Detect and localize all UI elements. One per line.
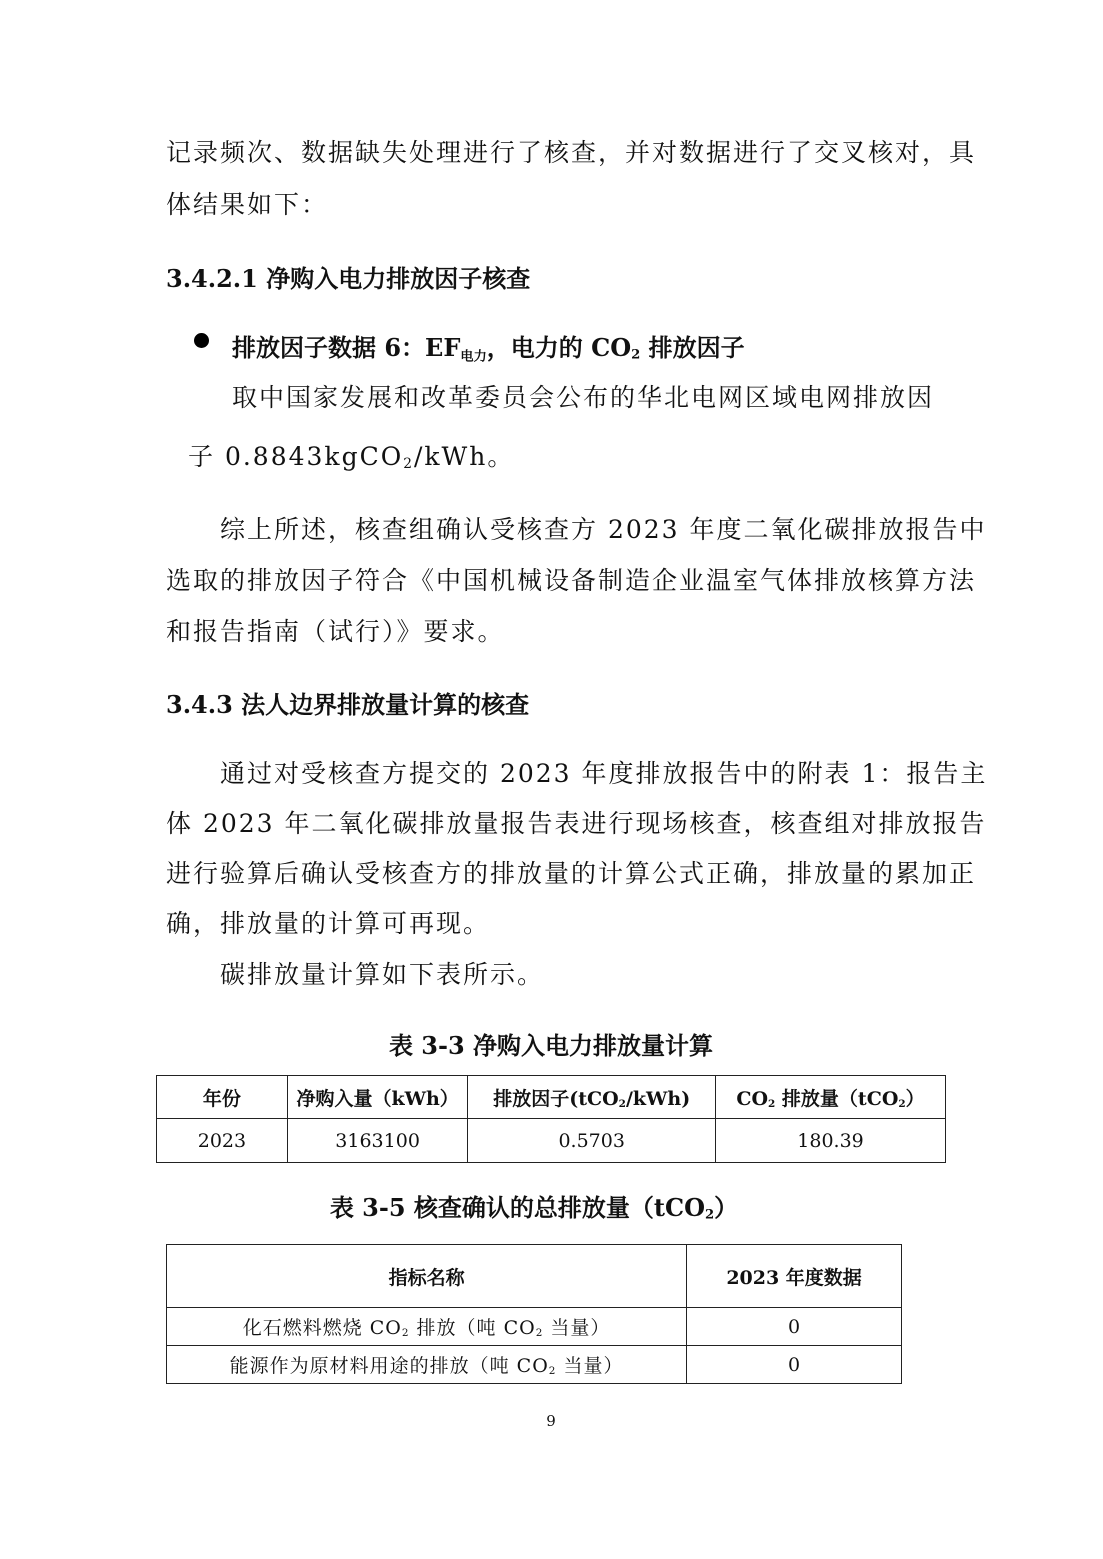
summary-line-1: 综上所述，核查组确认受核查方 2023 年度二氧化碳排放报告中 (220, 515, 987, 544)
calc-line-4: 确，排放量的计算可再现。 (166, 909, 491, 938)
bullet-line-1: 取中国家发展和改革委员会公布的华北电网区域电网排放因 (232, 383, 935, 412)
cell-amount: 3163100 (287, 1119, 468, 1163)
section-343-heading: 3.4.3 法人边界排放量计算的核查 (166, 690, 530, 719)
col-factor-header: 排放因子(tCO$_2$/kWh) (468, 1076, 716, 1119)
calc-line-5: 碳排放量计算如下表所示。 (220, 960, 545, 989)
cell-factor: 0.5703 (468, 1119, 716, 1163)
intro-line-2: 体结果如下： (166, 190, 329, 219)
table-35-caption: 表 3-5 核查确认的总排放量（tCO$_2$） (329, 1193, 739, 1223)
calc-line-2: 体 2023 年二氧化碳排放量报告表进行现场核查，核查组对排放报告 (166, 809, 987, 838)
summary-line-3: 和报告指南（试行）》要求。 (166, 617, 505, 646)
table-33 (156, 1075, 946, 1163)
col-amount-header: 净购入量（kWh） (287, 1076, 468, 1119)
bullet-line-2: 子 0.8843kgCO$_2$/kWh。 (188, 442, 515, 472)
col-emission-header: $CO_2$ 排放量（tCO$_2$） (716, 1076, 946, 1119)
cell-indicator: 化石燃料燃烧 $CO_2$ 排放（吨 $CO_2$ 当量） (167, 1308, 687, 1346)
cell-year: 2023 (157, 1119, 288, 1163)
cell-value: 0 (687, 1346, 902, 1384)
table-33-caption: 表 3-3 净购入电力排放量计算 (388, 1031, 714, 1060)
table-row (167, 1346, 902, 1384)
calc-line-1: 通过对受核查方提交的 2023 年度排放报告中的附表 1：报告主 (220, 759, 988, 788)
col-data-header: 2023 年度数据 (687, 1245, 902, 1308)
table-33-header-row (157, 1076, 946, 1119)
table-35-header-row (167, 1245, 902, 1308)
table-row (157, 1119, 946, 1163)
bullet-icon (194, 333, 209, 348)
cell-indicator: 能源作为原材料用途的排放（吨 $CO_2$ 当量） (167, 1346, 687, 1384)
table-row (167, 1308, 902, 1346)
col-year-header: 年份 (157, 1076, 288, 1119)
intro-line-1: 记录频次、数据缺失处理进行了核查，并对数据进行了交叉核对，具 (166, 138, 977, 167)
calc-line-3: 进行验算后确认受核查方的排放量的计算公式正确，排放量的累加正 (166, 859, 977, 888)
cell-emission: 180.39 (716, 1119, 946, 1163)
page-number: 9 (546, 1412, 556, 1430)
cell-value: 0 (687, 1308, 902, 1346)
section-3421-heading: 3.4.2.1 净购入电力排放因子核查 (166, 264, 531, 293)
table-35 (166, 1244, 902, 1384)
summary-line-2: 选取的排放因子符合《中国机械设备制造企业温室气体排放核算方法 (166, 566, 977, 595)
bullet-heading: 排放因子数据 6：EF电力，电力的 $CO_2$ 排放因子 (232, 333, 745, 365)
col-indicator-header: 指标名称 (167, 1245, 687, 1308)
